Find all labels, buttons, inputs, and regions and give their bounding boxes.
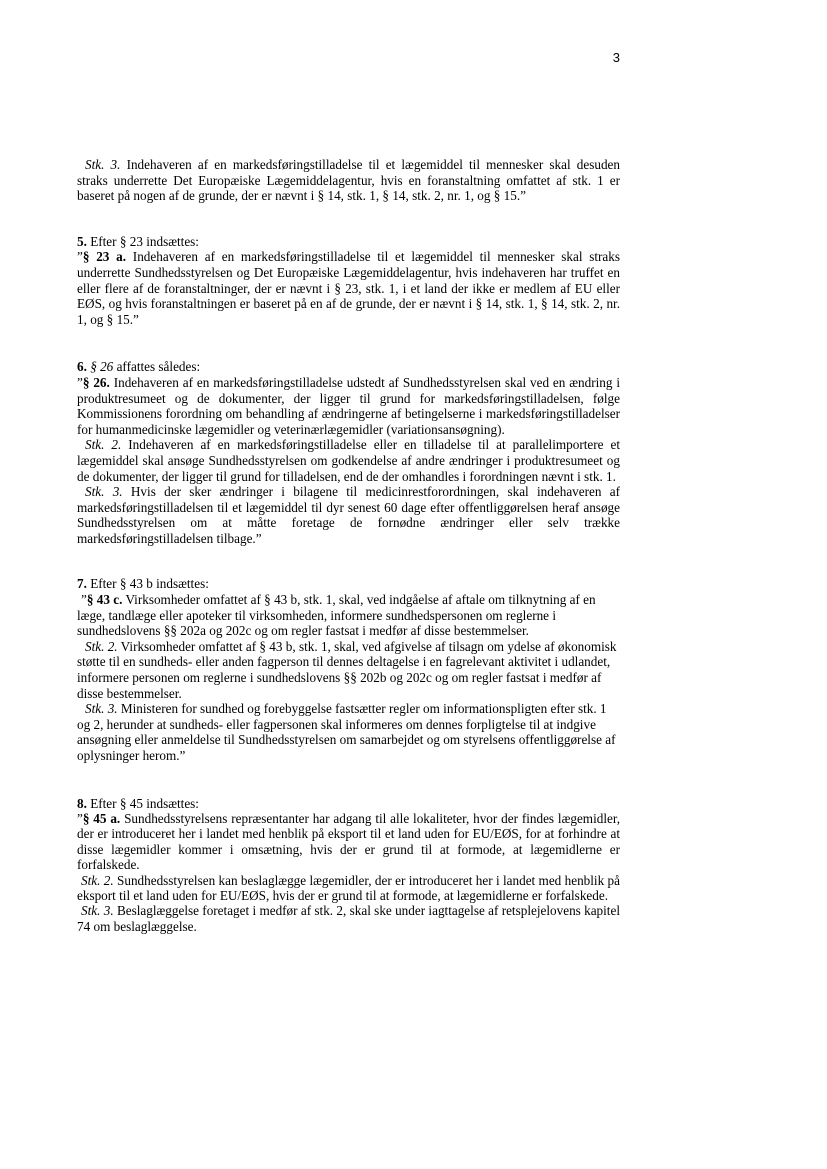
paragraph-26 (77, 375, 620, 437)
section-heading-text: Efter § 45 indsættes: (86, 795, 199, 811)
page-number: 3 (612, 50, 620, 65)
stk-label: Stk. 3. (85, 484, 123, 500)
document-body (77, 157, 620, 934)
paragraph-text: Indehaveren af en markedsføringstilladelse udstedt af Sundhedsstyrelsen skal ved en ændring i produktresumeet og de dokumenter, der ligger til grund for markedsføringstilladelsen, følge Kommissionens forordning om behandling af ændringerne af betingelserne i markedsføringstilladelser for humanmedicinske lægemidler og veterinærlægemidler (variationsansøgning). (77, 374, 621, 437)
section-heading (77, 576, 620, 592)
paragraph-text: Sundhedsstyrelsens repræsentanter har adgang til alle lokaliteter, hvor der findes lægemidler, der er introduceret her i landet med henblik på eksport til et land uden for EU/EØS, for at forhindre at disse lægemidler kommer i omsætning, hvis der er grund til at formode, at lægemidlerne er forfalskede. (77, 811, 621, 873)
section-8 (77, 796, 620, 935)
quote-mark: ” (77, 249, 83, 265)
stk3-paragraph (77, 157, 620, 204)
stk-label: Stk. 2. (85, 437, 122, 453)
stk3-paragraph (77, 484, 620, 546)
stk-label: Stk. 3. (85, 157, 121, 172)
paragraph-text: Virksomheder omfattet af § 43 b, stk. 1, skal, ved indgåelse af aftale om tilknytning af en læge, tandlæge eller apoteker til virksomheden, informere sundhedspersonen om reglerne i sundhedslovens §§ 202a og 202c og om regler fastsat i medfør af disse bestemmelser. (77, 592, 596, 639)
section-heading-text: Efter § 23 indsættes: (86, 233, 199, 249)
section-heading-text: affattes således: (113, 359, 201, 375)
section-heading (77, 796, 620, 811)
section-7 (77, 576, 620, 763)
stk-label: Stk. 2. (81, 872, 114, 888)
section-heading (77, 234, 620, 250)
paragraph-text: Indehaveren af en markedsføringstilladelse til et lægemiddel til mennesker skal straks underrette Sundhedsstyrelsen og Det Europæiske Lægemiddelagentur, hvis indehaveren har truffet en eller flere af de foranstaltninger, der er nævnt i § 23, stk. 1, i et land der ikke er medlem af EU eller EØS, og hvis foranstaltningen er baseret på en af de grunde, der er nævnt i § 14, stk. 1, § 14, stk. 2, nr. 1, og § 15.” (77, 249, 620, 327)
section-number: 5. (77, 233, 87, 249)
section-number: 8. (77, 795, 87, 811)
section-heading-paragraph-ref: § 26 (90, 359, 114, 375)
stk2-paragraph (77, 639, 620, 701)
section-number: 6. (77, 359, 87, 375)
section-heading-text: Efter § 43 b indsættes: (86, 576, 209, 592)
paragraph-label: § 43 c. (86, 592, 123, 608)
paragraph-label: § 45 a. (82, 811, 121, 826)
stk-label: Stk. 2. (85, 638, 118, 654)
paragraph-text: Beslaglæggelse foretaget i medfør af stk. 2, skal ske under iagttagelse af retsplejelovens kapitel 74 om beslaglæggelse. (77, 903, 620, 934)
paragraph-text: Ministeren for sundhed og forebyggelse fastsætter regler om informationspligten efter stk. 1 og 2, herunder at sundheds- eller fagpersonen skal informeres om dennes forpligtelse til at indgive ansøgning eller anmeldelse til Sundhedsstyrelsen om samarbejdet og om styrelsens offentliggørelse af oplysninger herom.” (77, 701, 616, 763)
paragraph-text: Indehaveren af en markedsføringstilladelse eller en tilladelse til at parallelimportere et lægemiddel skal ansøge Sundhedsstyrelsen om godkendelse af andre ændringer i produktresumeet og de dokumenter, der ligger til grund for tilladelsen, end de der omhandles i forordningen nævnt i stk. 1. (77, 437, 620, 484)
stk3-paragraph (77, 701, 620, 763)
paragraph-text: Hvis der sker ændringer i bilagene til medicinrestforordningen, skal indehaveren af markedsføringstilladelsen til et lægemiddel til dyr senest 60 dage efter offentliggørelsen heraf ansøge Sundhedsstyrelsen om at måtte foretage de fornødne ændringer eller selv trække markedsføringstilladelsen tilbage.” (77, 484, 620, 546)
section-5 (77, 234, 620, 328)
section-continuation (77, 157, 620, 204)
paragraph-text: Sundhedsstyrelsen kan beslaglægge lægemidler, der er introduceret her i landet med henblik på eksport til et land uden for EU/EØS, hvis der er grund til at formode, at lægemidlerne er forfalskede. (77, 872, 620, 904)
quote-mark: ” (77, 374, 83, 390)
section-heading (77, 359, 620, 375)
stk2-paragraph (77, 873, 620, 904)
paragraph-23a (77, 249, 620, 327)
paragraph-45a (77, 811, 620, 873)
stk2-paragraph (77, 437, 620, 484)
paragraph-text: Indehaveren af en markedsføringstilladelse til et lægemiddel til mennesker skal desuden straks underrette Det Europæiske Lægemiddelagentur, hvis en foranstaltning omfattet af stk. 1 er baseret på nogen af de grunde, der er nævnt i § 14, stk. 1, § 14, stk. 2, nr. 1, og § 15.” (77, 157, 620, 204)
section-6 (77, 359, 620, 546)
quote-mark: ” (81, 592, 87, 608)
stk3-paragraph (77, 903, 620, 934)
stk-label: Stk. 3. (85, 701, 118, 717)
section-number: 7. (77, 576, 87, 592)
paragraph-text: Virksomheder omfattet af § 43 b, stk. 1, skal, ved afgivelse af tilsagn om ydelse af økonomisk støtte til en sundheds- eller anden fagperson til dennes deltagelse i en fagrelevant aktivitet i udlandet, informere personen om reglerne i sundhedslovens §§ 202b og 202c og om regler fastsat i medfør af disse bestemmelser. (77, 638, 617, 701)
paragraph-label: § 23 a. (82, 249, 127, 265)
paragraph-43c (77, 592, 620, 639)
stk-label: Stk. 3. (81, 903, 114, 919)
paragraph-label: § 26. (82, 374, 110, 390)
quote-mark: ” (77, 811, 83, 826)
